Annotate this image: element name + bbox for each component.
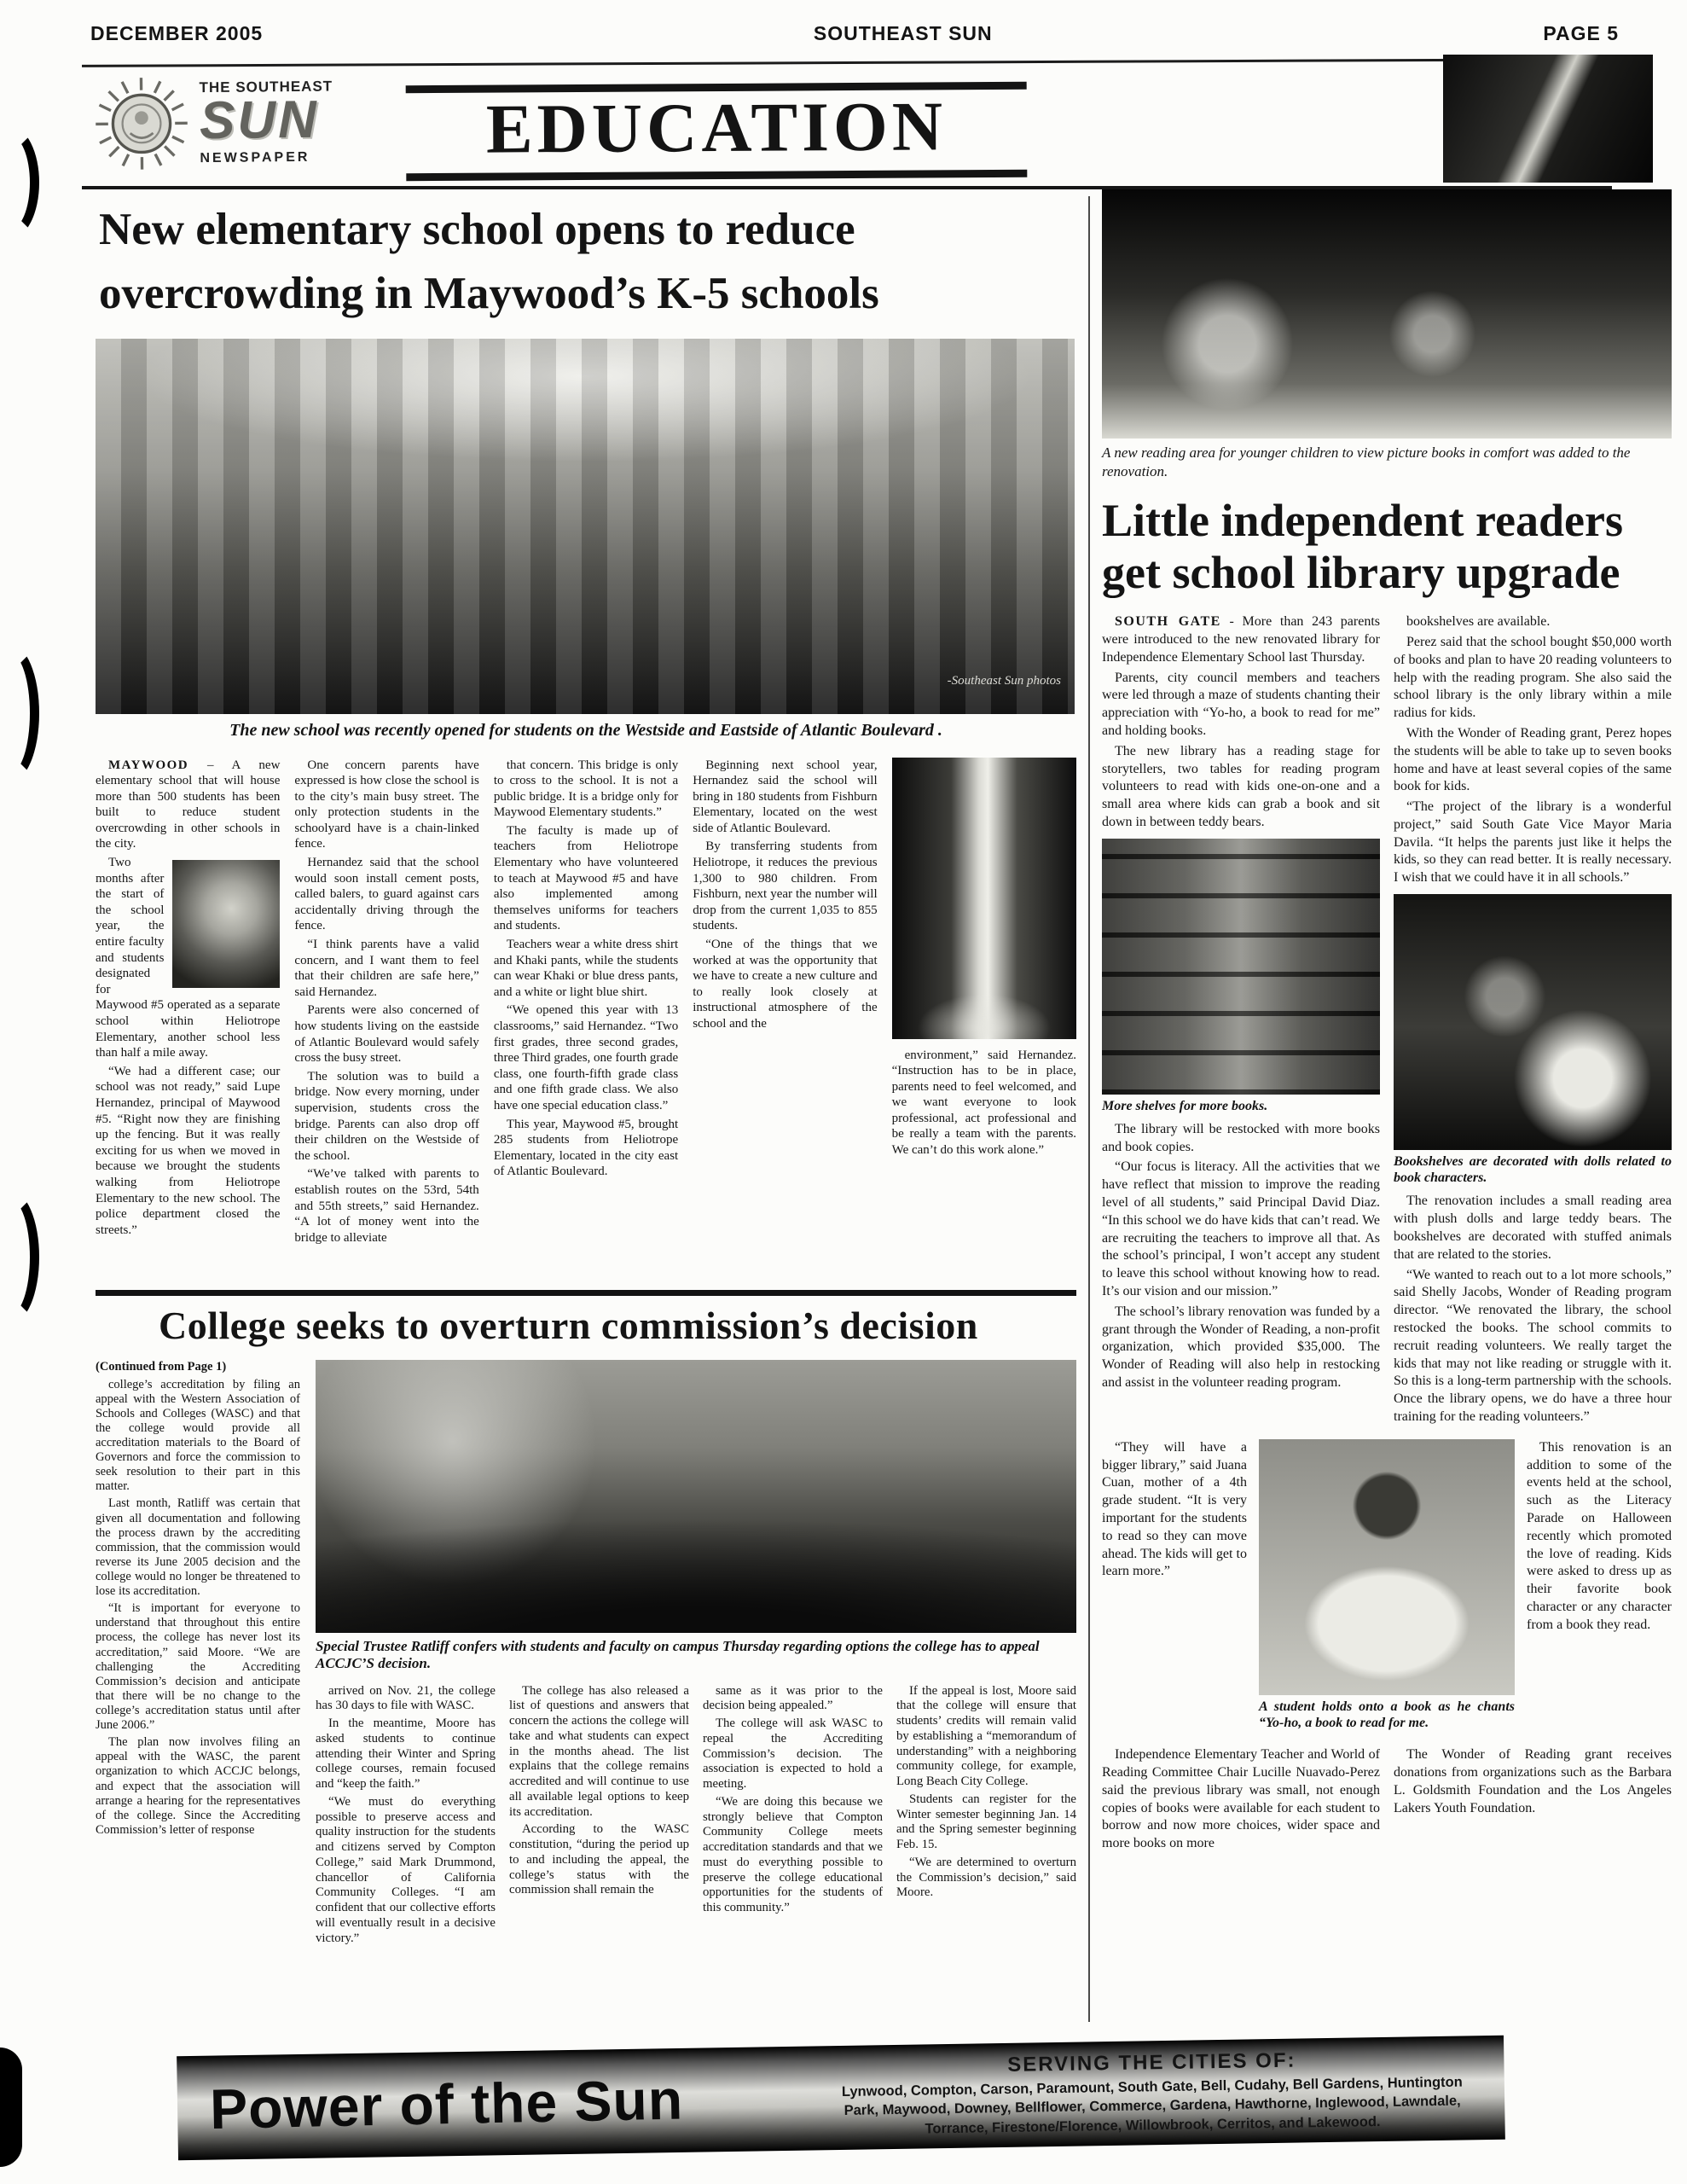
paragraph: “Our focus is literacy. All the activities that we have reflect that mission to improve the reading level of all students,” said Principal David Diaz. “In this school we do have kids that can’t read. We are recruiting the teachers to improve all that. As the school’s principal, I won’t accept any student to leave this school without knowing how to read. It’s our vision and our mission.” xyxy=(1102,1159,1380,1299)
portrait-photo xyxy=(172,860,280,988)
paragraph: Beginning next school year, Hernandez said the school will bring in 180 students from Fishburn Elementary, located on the west side of Atlantic Boulevard. xyxy=(693,758,878,835)
student-photo-caption: A student holds onto a book as he chants “Yo-ho, a book to read for me. xyxy=(1259,1699,1515,1730)
serving-block xyxy=(823,2046,1481,2140)
paragraph: “The project of the library is a wonderful project,” said South Gate Vice Mayor Maria Davila. “It helps the parents just like it helps the kids, so they can read better. It is really necessary. I wish that we could have it in all schools.” xyxy=(1394,799,1672,886)
school-photo xyxy=(96,339,1075,714)
article-column-4 xyxy=(693,758,877,1269)
article-column-2 xyxy=(294,758,478,1269)
main-article xyxy=(96,198,1076,1949)
photo-credit: -Southeast Sun photos xyxy=(947,673,1061,688)
library-column-right xyxy=(1394,613,1672,1429)
paragraph: “It is important for everyone to understand that throughout this entire process, the college has never lost its accreditation,” said Moore. “We are challenging the Accrediting Commission’s decision and anticipate that there will be no change to the college’s accreditation status until after June 2006.” xyxy=(96,1601,300,1733)
continued-note: (Continued from Page 1) xyxy=(96,1359,227,1374)
column-paragraphs xyxy=(892,1048,1076,1159)
paragraph: The solution was to build a bridge. Now every morning, under supervision, students cross the bridge. Parents can also drop off their children on the Westside of the school. xyxy=(294,1069,479,1163)
shelves-photo-caption: More shelves for more books. xyxy=(1102,1098,1268,1113)
main-photo-caption: The new school was recently opened for students on the Westside and Eastside of Atlantic Boulevard . xyxy=(229,720,942,740)
paragraph: “We are doing this because we strongly believe that Compton Community College meets accreditation standards and that we must do everything possible to preserve the college educational opportunities for the students of this community.” xyxy=(703,1794,883,1914)
lead-text: - More than 243 parents were introduced to the new renovated library for Independence Elementary School last Thursday. xyxy=(1102,614,1381,665)
paragraph: According to the WASC constitution, “during the period up to and including the appeal, the college’s status with the commission shall remain the xyxy=(509,1822,689,1897)
paragraph: The Wonder of Reading grant receives donations from organizations such as the Barbara L. Goldsmith Foundation and the Los Angeles Lakers Youth Foundation. xyxy=(1394,1747,1672,1815)
scan-artifact xyxy=(0,126,39,239)
college-headline: College seeks to overturn commission’s decision xyxy=(159,1303,978,1347)
dolls-photo xyxy=(1394,894,1672,1150)
library-last-right xyxy=(1394,1746,1672,1856)
paragraph: This year, Maywood #5, brought 285 students from Heliotrope Elementary, located in the city east of Atlantic Boulevard. xyxy=(493,1117,679,1179)
main-article-body xyxy=(96,758,1076,1269)
paragraph: The faculty is made up of teachers from Heliotrope Elementary who have volunteered to teach at Maywood #5 and have also implemented among themselves uniforms for teachers and students. xyxy=(493,823,679,933)
sun-icon xyxy=(93,73,189,173)
scan-artifact xyxy=(0,1190,39,1324)
college-column-2 xyxy=(316,1684,496,1949)
shelves-photo xyxy=(1102,839,1380,1095)
serving-cities: Lynwood, Compton, Carson, Paramount, South Gate, Bell, Cudahy, Bell Gardens, Huntington Park, Maywood, Downey, Bellflower, Commerce, Gardena, Hawthorne, Inglewood, Lawndale, Torrance, Firestone/Florence, Willowbrook, Cerritos, and Lakewood. xyxy=(841,2074,1463,2137)
scan-artifact xyxy=(0,644,39,782)
scan-artifact xyxy=(0,2048,22,2167)
column-paragraphs xyxy=(1394,613,1672,887)
column-paragraphs xyxy=(96,1378,300,1838)
newspaper-name: SOUTHEAST SUN xyxy=(813,22,993,44)
article-column-3 xyxy=(494,758,678,1269)
main-headline: New elementary school opens to reduce overcrowding in Maywood’s K-5 schools xyxy=(99,205,879,319)
classroom-photo xyxy=(316,1360,1076,1633)
article-column-5 xyxy=(892,758,1076,1269)
footer-slogan: Power of the Sun xyxy=(209,2067,684,2141)
library-article xyxy=(1102,189,1672,1856)
section-banner xyxy=(406,82,1028,181)
paragraph: environment,” said Hernandez. “Instruction has to be in place, parents need to feel welcomed, and we want everyone to look professional, act professional and be really a team with the parents. We can’t do this work alone.” xyxy=(891,1048,1077,1158)
masthead-photo xyxy=(1443,55,1653,183)
library-last-row xyxy=(1102,1746,1672,1856)
paragraph: same as it was prior to the decision being appealed.” xyxy=(703,1683,883,1713)
paragraph: One concern parents have expressed is how close the school is to the city’s main busy street. The only protection students in the schoolyard have is a chain-linked fence. xyxy=(294,758,479,851)
paragraph: “We opened this year with 13 classrooms,” said Hernandez. “Two first grades, three second grades, three Third grades, one fourth grade class, one fourth-fifth grade class and one fifth grade class. We also have one special education class.” xyxy=(493,1003,679,1112)
paragraph: “We wanted to reach out to a lot more schools,” said Shelly Jacobs, Wonder of Reading program director. “We renovated the library, the school restocked the books. The school commits to recruit reading volunteers. We really target the kids that may not like reading or struggle with it. So this is a long-term partnership with the schools. Once the library opens, we do have a three hour training for the reading volunteers.” xyxy=(1394,1267,1672,1425)
lead-paragraph xyxy=(1102,613,1380,666)
student-photo-block xyxy=(1259,1439,1515,1738)
logo-text xyxy=(199,79,333,166)
column-paragraphs xyxy=(494,758,678,1180)
paragraph: Teachers wear a white dress shirt and Khaki pants, while the students can wear Khaki or blue dress pants, and a white or light blue shirt. xyxy=(493,938,679,999)
student-photo xyxy=(1259,1439,1515,1695)
section-title: EDUCATION xyxy=(485,87,948,168)
paragraph: “We must do everything possible to preserve access and quality instruction for the students and citizens served by Compton College,” said Mark Drummond, chancellor of California Community Colleges. “I am confident that our collective efforts will eventually result in a decisive victory.” xyxy=(316,1794,496,1945)
logo-line-top: THE SOUTHEAST xyxy=(199,78,333,96)
college-column-3 xyxy=(509,1684,689,1949)
paragraph: This renovation is an addition to some of the events held at the school, such as the Literacy Parade on Halloween recently which promoted the love of reading. Kids were asked to dress up as their favorite book character or any character from a book they read. xyxy=(1527,1439,1672,1632)
library-bottom-left xyxy=(1102,1439,1247,1738)
college-article xyxy=(96,1290,1076,1949)
paragraph: Independence Elementary Teacher and World of Reading Committee Chair Lucille Nuavado-Perez said the previous library was small, not enough copies of books were available for each student to borrow and now more choices, wider space and more books on more xyxy=(1102,1747,1380,1851)
library-headline: Little independent readers get school library upgrade xyxy=(1102,495,1623,598)
lead-paragraph xyxy=(96,758,280,853)
dolls-photo-caption: Bookshelves are decorated with dolls related to book characters. xyxy=(1394,1154,1672,1186)
college-column-4 xyxy=(703,1684,883,1949)
dateline: MAYWOOD xyxy=(108,758,189,772)
college-article-body xyxy=(96,1360,1076,1949)
college-photo-caption: Special Trustee Ratliff confers with students and faculty on campus Thursday regarding options the college has to appeal ACCJC’S decision. xyxy=(316,1637,1040,1671)
page-header xyxy=(90,22,1619,45)
column-paragraphs xyxy=(1527,1439,1672,1635)
paragraph: “We are determined to overturn the Commission’s decision,” said Moore. xyxy=(896,1855,1076,1900)
paragraph: With the Wonder of Reading grant, Perez hopes the students will be able to take up to seven books home and have at least several copies of the same book for kids. xyxy=(1394,725,1672,794)
column-paragraphs xyxy=(1102,1746,1380,1853)
library-bottom-right xyxy=(1527,1439,1672,1738)
column-paragraphs xyxy=(1102,670,1380,832)
paragraph: “They will have a bigger library,” said Juana Cuan, mother of a 4th grade student. “It is very important for the students to read so they can move ahead. The kids will get to learn more.” xyxy=(1102,1439,1247,1579)
lead-text: – A new elementary school that will house more than 500 students has been built to reduce student overcrowding in other schools in the city. xyxy=(96,758,281,851)
paragraph: The library will be restocked with more books and book copies. xyxy=(1102,1121,1380,1154)
college-columns xyxy=(316,1684,1076,1949)
paragraph: Parents, city council members and teachers were led through a maze of students chanting their appreciation with “Yo-ho, a book to read for me” and holding books. xyxy=(1102,670,1380,738)
paragraph: “We’ve talked with parents to establish routes on the 53rd, 54th and 55th streets,” said Hernandez. “A lot of money went into the bridge to alleviate xyxy=(294,1167,479,1245)
college-article-main xyxy=(316,1360,1076,1949)
column-paragraphs xyxy=(509,1684,689,1899)
paragraph: arrived on Nov. 21, the college has 30 days to file with WASC. xyxy=(316,1683,496,1713)
column-paragraphs xyxy=(1102,1439,1247,1581)
paragraph: Last month, Ratliff was certain that given all documentation and following the process drawn by the accrediting commission, that the commission would reverse its June 2005 decision and the college would no longer be threatened to lose its accreditation. xyxy=(96,1496,300,1599)
paragraph: The school’s library renovation was funded by a grant through the Wonder of Reading, a non-profit organization, which provided $35,000. The Wonder of Reading will also help in restocking and assist in the volunteer reading program. xyxy=(1102,1304,1380,1391)
college-column-1 xyxy=(96,1360,300,1949)
header-rule xyxy=(82,58,1612,67)
paragraph: “I think parents have a valid concern, and I want them to feel that their children are safe here,” said Hernandez. xyxy=(294,938,479,999)
article-column-1 xyxy=(96,758,280,1269)
college-column-5 xyxy=(896,1684,1076,1949)
paragraph: The college will ask WASC to repeal the Accrediting Commission’s decision. The association is expected to hold a meeting. xyxy=(703,1716,883,1791)
library-column-left xyxy=(1102,613,1380,1429)
column-paragraphs xyxy=(1394,1746,1672,1817)
library-bottom-row xyxy=(1102,1439,1672,1738)
paragraph: Students can register for the Winter semester beginning Jan. 14 and the Spring semester beginning Feb. 15. xyxy=(896,1792,1076,1851)
paragraph: Parents were also concerned of how students living on the eastside of Atlantic Boulevard would safely cross the busy street. xyxy=(294,1003,479,1066)
column-divider xyxy=(1088,196,1090,2022)
library-body xyxy=(1102,613,1672,1429)
column-paragraphs xyxy=(1102,1121,1380,1392)
footer-banner xyxy=(177,2036,1505,2160)
paragraph: “One of the things that we worked at was the opportunity that we have to create a new culture and to really look closely at instructional atmosphere of the school and the xyxy=(693,938,878,1031)
paragraph: that concern. This bridge is only to cross to the school. It is not a public bridge. It is a bridge only for Maywood Elementary students.” xyxy=(493,758,679,820)
column-paragraphs xyxy=(703,1684,883,1916)
newspaper-logo xyxy=(93,73,333,174)
paragraph: Two months after the start of the school year, the entire faculty and students designated for Maywood #5 operated as a separate school within Heliotrope Elementary, another school less than half a mile away. xyxy=(96,856,281,1060)
paragraph: “We had a different case; our school was not ready,” said Lupe Hernandez, principal of Maywood #5. “Right now they are finishing up the fencing. But it was really exciting for us when we moved in because we brought the students walking from Heliotrope Elementary to the new school. The police department closed the streets.” xyxy=(96,1064,281,1237)
paragraph: college’s accreditation by filing an appeal with the Western Association of Schools and Colleges (WASC) and that the college would provide all accreditation materials to the Board of Governors and force the commission to seek resolution to their part in this matter. xyxy=(96,1377,300,1494)
paragraph: The plan now involves filing an appeal with the WASC, the parent organization to which ACCJC belongs, and expect that the association will arrange a hearing for the representatives of the college. Since the Accrediting Commission’s letter of response xyxy=(96,1735,300,1837)
paragraph: In the meantime, Moore has asked students to continue attending their Winter and Spring college courses, remain focused and “keep the faith.” xyxy=(316,1716,496,1791)
column-paragraphs xyxy=(693,758,877,1032)
issue-date: DECEMBER 2005 xyxy=(90,22,264,44)
column-paragraphs xyxy=(294,758,478,1246)
paragraph: The college has also released a list of questions and answers that concern the actions the college will take and what students can expect in the months ahead. The list explains that the college remains accredited and will continue to use all available legal options to keep its accreditation. xyxy=(509,1683,689,1819)
logo-line-bottom: NEWSPAPER xyxy=(200,149,310,166)
page-number: PAGE 5 xyxy=(1543,22,1619,44)
paragraph: Hernandez said that the school would soon install cement posts, called balers, to guard against cars accidentally driving through the fence. xyxy=(294,856,479,933)
reading-photo-caption: A new reading area for younger children to view picture books in comfort was added to the renovation. xyxy=(1102,444,1631,480)
logo-name: SUN xyxy=(199,90,320,151)
dateline: SOUTH GATE xyxy=(1115,614,1221,630)
serving-title: SERVING THE CITIES OF: xyxy=(1007,2048,1296,2077)
paragraph: If the appeal is lost, Moore said that the college will ensure that students’ credits will remain valid by establishing a “memorandum of understanding” with a neighboring community college, for example, Long Beach City College. xyxy=(896,1683,1076,1788)
paragraph: The new library has a reading stage for storytellers, two tables for reading program volunteers to read with kids one-on-one and a small area where kids can grab a book and sit down in between teddy bears. xyxy=(1102,743,1380,829)
column-paragraphs xyxy=(1394,1193,1672,1426)
library-last-left xyxy=(1102,1746,1380,1856)
hallway-photo xyxy=(892,758,1076,1039)
paragraph: By transferring students from Heliotrope, it reduces the previous 1,300 to 980 children. From Fishburn, next year the number will drop from the current 1,035 to 855 students. xyxy=(693,839,878,933)
paragraph: bookshelves are available. xyxy=(1406,614,1551,630)
paragraph: Perez said that the school bought $50,000 worth of books and plan to have 20 reading volunteers to help with the reading program. She also said the school library is the only library within a mile radius for kids. xyxy=(1394,634,1672,721)
column-paragraphs xyxy=(896,1684,1076,1902)
reading-area-photo xyxy=(1102,189,1672,439)
paragraph: The renovation includes a small reading area with plush dolls and large teddy bears. The bookshelves are decorated with stuffed animals that are related to the stories. xyxy=(1394,1194,1672,1262)
column-paragraphs xyxy=(316,1684,496,1947)
